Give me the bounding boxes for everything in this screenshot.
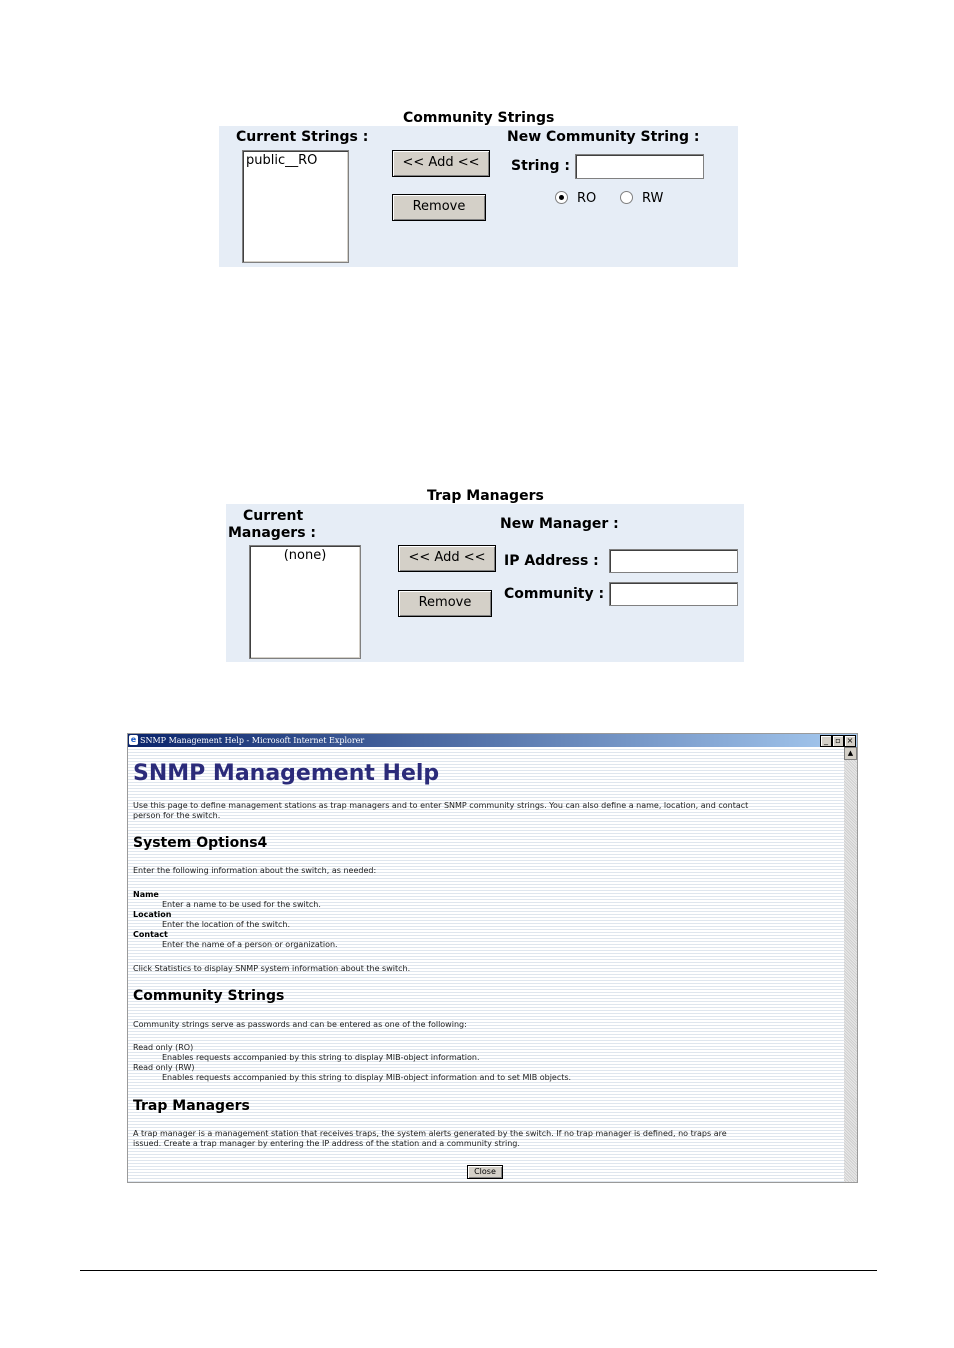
trap-managers-caption: Trap Managers [427,488,544,504]
string-label: String : [511,158,570,174]
location-definition: Enter the location of the switch. [162,920,290,929]
remove-manager-button[interactable]: Remove [398,590,492,617]
community-strings-caption: Community Strings [403,110,555,126]
footer-rule [80,1270,877,1271]
community-label: Community : [504,586,605,602]
new-manager-label: New Manager : [500,516,619,532]
restore-icon[interactable]: ▫ [832,735,844,747]
trap-managers-text-line1: A trap manager is a management station that receives traps, the system alerts generated by the switch. If no trap manager is defined, no traps are [133,1129,727,1138]
rw-radio[interactable] [620,191,633,204]
current-strings-label: Current Strings : [236,129,369,145]
name-term: Name [133,890,159,899]
contact-definition: Enter the name of a person or organization. [162,940,338,949]
name-definition: Enter a name to be used for the switch. [162,900,321,909]
rw-radio-label: RW [642,191,664,206]
ro-radio-label: RO [577,191,597,206]
read-only-rw-term: Read only (RW) [133,1063,195,1072]
trap-managers-panel [226,504,744,662]
current-managers-label-line1: Current [243,508,304,524]
close-icon[interactable]: × [844,735,856,747]
community-strings-panel [219,126,738,267]
help-content [128,747,844,1182]
remove-community-button[interactable]: Remove [392,194,486,221]
contact-term: Contact [133,930,168,939]
trap-managers-heading: Trap Managers [133,1098,250,1114]
location-term: Location [133,910,172,919]
statistics-text: Click Statistics to display SNMP system information about the switch. [133,964,411,973]
intro-text-line1: Use this page to define management stations as trap managers and to enter SNMP community strings. You can also define a name, location, and contact [133,801,749,810]
help-heading: SNMP Management Help [133,761,440,786]
community-input[interactable] [609,582,738,606]
community-strings-heading: Community Strings [133,988,285,1004]
read-only-rw-definition: Enables requests accompanied by this string to display MIB-object information and to set MIB objects. [162,1073,572,1082]
system-options-heading: System Options4 [133,835,268,851]
current-managers-label-line2: Managers : [228,525,317,541]
list-item[interactable]: (none) [283,548,327,563]
window-titlebar[interactable] [128,734,857,747]
scroll-up-icon[interactable]: ▲ [844,747,857,760]
add-manager-button[interactable]: << Add << [398,545,496,572]
ro-radio[interactable] [555,191,568,204]
help-window [127,733,858,1183]
ip-address-input[interactable] [609,549,738,573]
community-strings-intro: Community strings serve as passwords and can be entered as one of the following: [133,1020,467,1029]
list-item[interactable]: public__RO [246,153,318,168]
intro-text-line2: person for the switch. [133,811,221,820]
ip-address-label: IP Address : [504,553,599,569]
system-options-intro: Enter the following information about the switch, as needed: [133,866,377,875]
ie-icon: e [130,735,137,744]
minimize-icon[interactable]: _ [820,735,832,747]
window-title: SNMP Management Help - Microsoft Internet Explorer [140,736,365,745]
trap-managers-text-line2: issued. Create a trap manager by entering the IP address of the station and a community string. [133,1139,520,1148]
read-only-ro-term: Read only (RO) [133,1043,194,1052]
add-community-button[interactable]: << Add << [392,150,490,177]
current-managers-listbox[interactable] [249,545,361,659]
current-strings-listbox[interactable] [242,150,349,263]
close-button[interactable]: Close [467,1165,503,1179]
read-only-ro-definition: Enables requests accompanied by this string to display MIB-object information. [162,1053,480,1062]
vertical-scrollbar[interactable] [844,747,857,1182]
new-community-string-label: New Community String : [507,129,700,145]
string-input[interactable] [575,154,704,179]
